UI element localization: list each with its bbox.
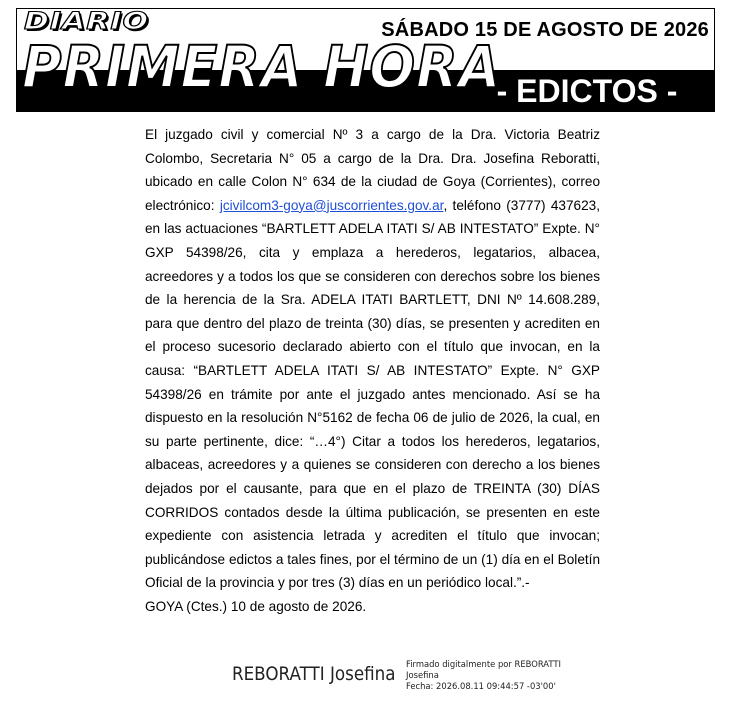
section-label-edictos: - EDICTOS - <box>496 73 678 109</box>
logo-primera-hora-text: PRIMERA HORA <box>22 33 502 101</box>
signature-line-3: Fecha: 2026.08.11 09:44:57 -03'00' <box>406 681 556 691</box>
signature-line-2: Josefina <box>406 670 439 680</box>
edict-text-intro: El juzgado civil y comercial Nº 3 a cargo de la Dra. Victoria Beatriz Colombo, Secretaria N° 05 a cargo de la Dra. Dra. Josefina Reboratti, ubicado en calle Colon N° 634 de la ciudad de Goya (Corrientes), correo electrónico: <box>145 127 600 213</box>
edict-closing: GOYA (Ctes.) 10 de agosto de 2026. <box>145 598 367 614</box>
signature-name: REBORATTI Josefina <box>232 663 396 685</box>
edict-text-main: , teléfono (3777) 437623, en las actuaciones “BARTLETT ADELA ITATI S/ AB INTESTATO” Expte. N° GXP 54398/26, cita y emplaza a herederos, legatarios, albacea, acreedores y a todos los que se consideren con derechos sobre los bienes de la herencia de la Sra. ADELA ITATI BARTLETT, DNI Nº 14.608.289, para que dentro del plazo de treinta (30) días, se presenten y acrediten en el proceso sucesorio declarado abierto con el título que invocan, en la causa: “BARTLETT ADELA ITATI S/ AB INTESTATO” Expte. N° GXP 54398/26 en trámite por ante el juzgado antes mencionado. Así se ha dispuesto en la resolución N°5162 de fecha 06 de julio de 2026, la cual, en su parte pertinente, dice: “…4°) Citar a todos los herederos, legatarios, albaceas, acreedores y a quienes se consideren con derecho a los bienes dejados por el causante, para que en el plazo de TREINTA (30) DÍAS CORRIDOS contados desde la última publicación, se presenten en este expediente con asistencia letrada y acrediten el título que invocan; publicándose edictos a tales fines, por el término de un (1) día en el Boletín Oficial de la provincia y por tres (3) días en un periódico local.”.- <box>145 197 600 591</box>
edict-paragraph <box>145 123 600 595</box>
logo-diario-text: DIARIO <box>24 7 150 36</box>
digital-signature <box>232 659 632 699</box>
newspaper-header <box>16 8 715 112</box>
court-email-link[interactable]: jcivilcom3-goya@juscorrientes.gov.ar <box>219 197 444 213</box>
signature-line-1: Firmado digitalmente por REBORATTI <box>406 659 561 669</box>
publication-date: SÁBADO 15 DE AGOSTO DE 2026 <box>381 19 709 41</box>
signature-details <box>406 659 561 692</box>
edict-body <box>145 123 600 618</box>
